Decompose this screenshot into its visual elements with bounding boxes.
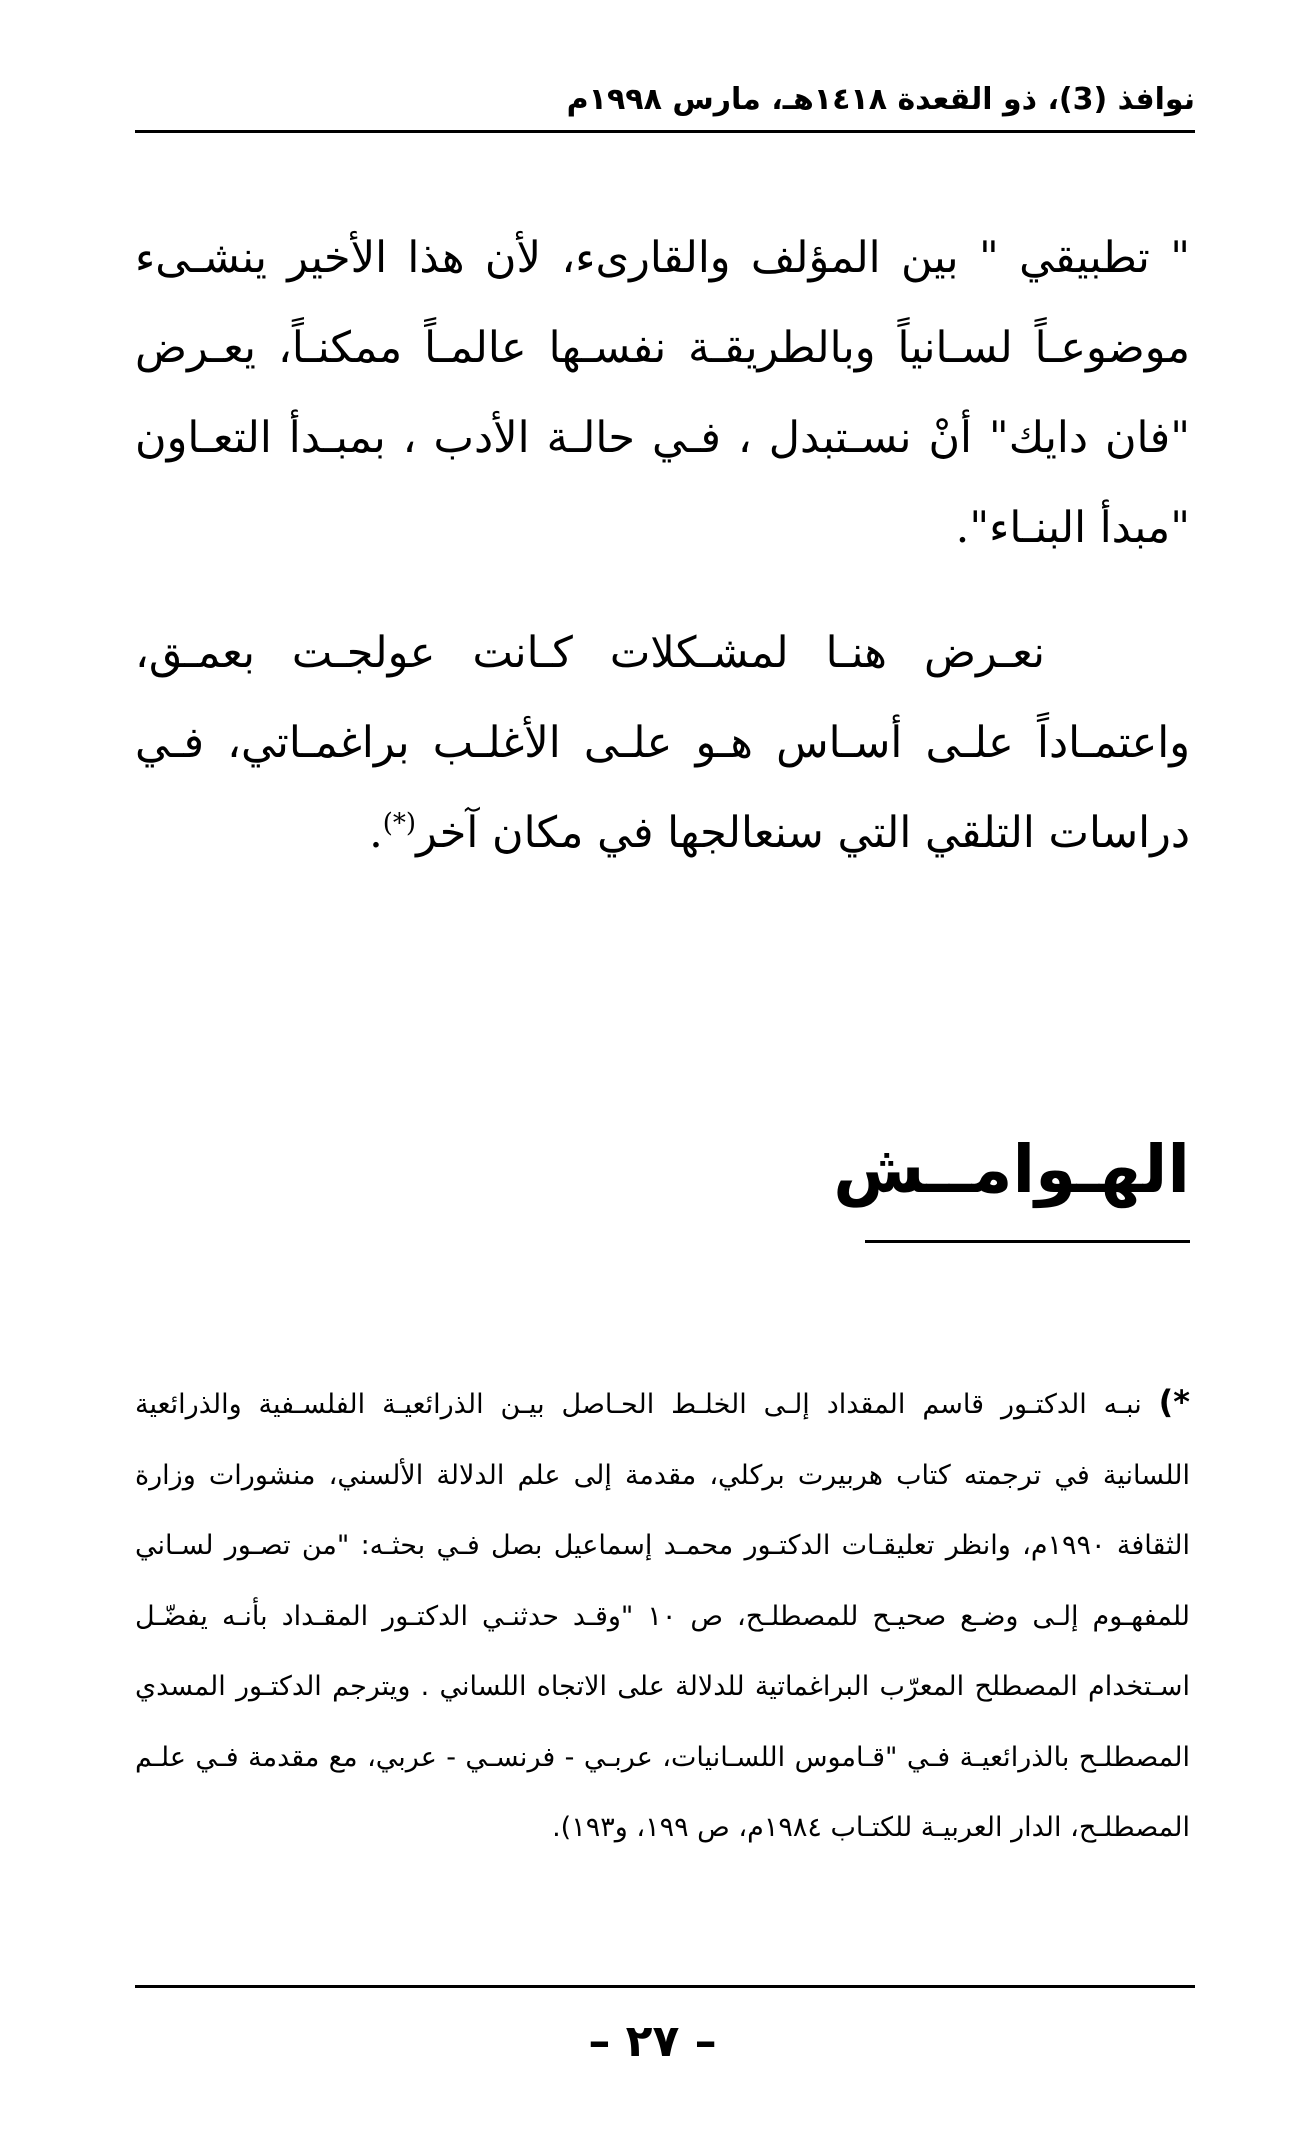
header-rule <box>135 130 1195 133</box>
footnote-reference: (*) <box>382 808 417 839</box>
notes-heading: الهـوامــش <box>833 1131 1190 1208</box>
body-paragraph-2 <box>135 608 1190 878</box>
footer-rule <box>135 1985 1195 1988</box>
footnote <box>135 1367 1190 1864</box>
notes-heading-rule <box>865 1240 1190 1243</box>
footnote-text: نبـه الدكتـور قاسم المقداد إلـى الخلـط الحـاصل بيـن الذرائعيـة الفلسـفية والذرائعية اللسانية في ترجمته كتاب هربيرت بركلي، مقدمة إلى علم الدلالة الألسني، منشورات وزارة الثقافة ١٩٩٠م، وانظر تعليقـات الدكتـور محمـد إسماعيل بصل فـي بحثـه: "من تصـور لسـاني للمفهـوم إلـى وضـع صحيـح للمصطلـح، ص ١٠ "وقـد حدثنـي الدكتـور المقـداد بأنـه يفضّـل اسـتخدام المصطلح المعرّب البراغماتية للدلالة على الاتجاه اللساني . ويترجم الدكتـور المسدي المصطلـح بالذرائعيـة فـي "قـاموس اللسـانيات، عربـي - فرنسـي - عربي، مع مقدمة فـي علـم المصطلـح، الدار العربيـة للكتـاب ١٩٨٤م، ص ١٩٩، و١٩٣). <box>135 1389 1190 1843</box>
body-paragraph-1: " تطبيقي " بين المؤلف والقارىء، لأن هذا الأخير ينشـىء موضوعـاً لسـانياً وبالطريقـة نفسـها عالمـاً ممكنـاً، يعـرض "فان دايك" أنْ نسـتبدل ، فـي حالـة الأدب ، بمبـدأ التعـاون "مبدأ البنـاء". <box>135 233 1190 553</box>
running-header <box>135 80 1195 120</box>
footnote-marker: *) <box>1158 1383 1190 1421</box>
body-paragraph-2-end: . <box>369 808 383 858</box>
page-number: – ٢٧ – <box>588 2016 717 2067</box>
body-paragraph-2-text: نعـرض هنـا لمشـكلات كـانت عولجـت بعمـق، واعتمـاداً علـى أسـاس هـو علـى الأغلـب براغمـاتي، فـي دراسات التلقي التي سنعالجها في مكان آخر <box>135 628 1190 858</box>
running-title: نوافذ (3)، ذو القعدة ١٤١٨هـ، مارس ١٩٩٨م <box>566 82 1195 117</box>
